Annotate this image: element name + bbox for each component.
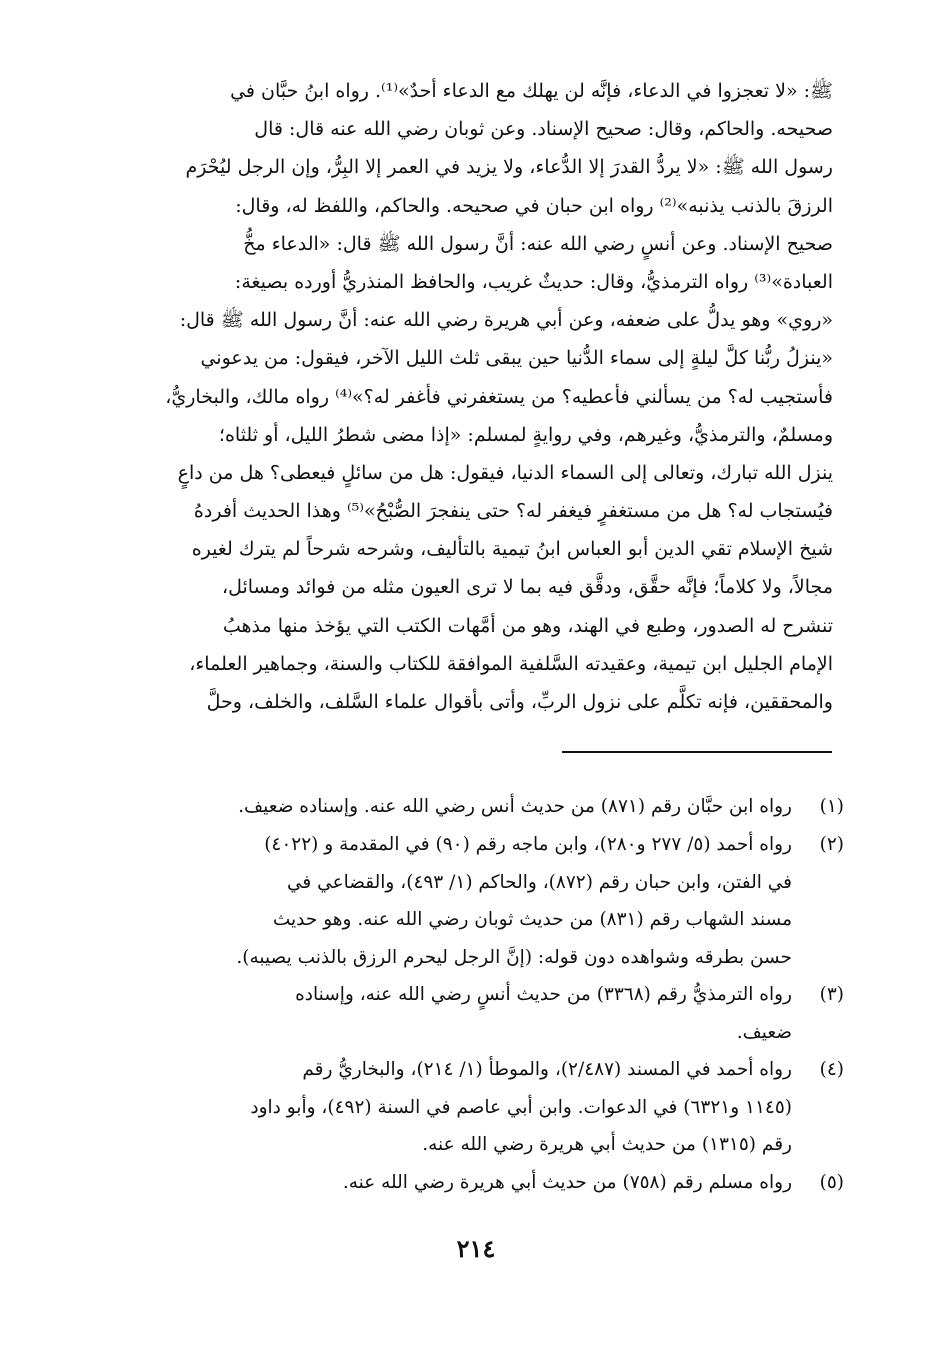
footnote-text <box>128 788 792 826</box>
text-line: «ينزلُ ربُّنا كلَّ ليلةٍ إلى سماء الدُّنيا حين يبقى ثلث الليل الآخر، فيقول: من يدعوني <box>200 347 833 370</box>
footnote-text <box>128 976 792 1051</box>
footnotes <box>128 788 844 1202</box>
footnote-line: ضعيف. <box>736 1021 792 1043</box>
text-line: الإمام الجليل ابن تيمية، وعقيدته السَّلفية الموافقة للكتاب والسنة، وجماهير العلماء، <box>189 652 833 675</box>
text-line: ينزل الله تبارك، وتعالى إلى السماء الدنيا، فيقول: هل من سائلٍ فيعطى؟ هل من داعٍ <box>177 461 833 484</box>
footnote-line: رواه مسلم رقم (٧٥٨) من حديث أبي هريرة رضي الله عنه. <box>342 1171 792 1193</box>
main-text <box>145 72 833 721</box>
footnote-text <box>128 1051 792 1164</box>
text-line: ﷺ: «لا تعجزوا في الدعاء، فإنَّه لن يهلك مع الدعاء أحدٌ»⁽¹⁾. رواه ابنُ حبَّان في <box>230 80 833 102</box>
text-line: صحيح الإسناد. وعن أنسٍ رضي الله عنه: أنَّ رسول الله ﷺ قال: «الدعاء مخُّ <box>243 232 833 255</box>
text-line: فأستجيب له؟ من يسألني فأعطيه؟ من يستغفرني فأغفر له؟»⁽⁴⁾ رواه مالك، والبخاريُّ، <box>165 385 833 408</box>
text-line: رسول الله ﷺ: «لا يردُّ القدرَ إلا الدُّعاء، ولا يزيد في العمر إلا البِرُّ، وإن الرجل ليُحْرَم <box>185 156 833 179</box>
footnote-line: رواه الترمذيُّ رقم (٣٣٦٨) من حديث أنسٍ رضي الله عنه، وإسناده <box>295 984 792 1005</box>
text-line: العبادة»⁽³⁾ رواه الترمذيُّ، وقال: حديثٌ غريب، والحافظ المنذريُّ أورده بصيغة: <box>234 270 833 293</box>
footnote-number: (٥) <box>819 1171 844 1193</box>
text-line: فيُستجاب له؟ هل من مستغفرٍ فيغفر له؟ حتى ينفجرَ الصُّبْحُ»⁽⁵⁾ وهذا الحديث أفردهُ <box>193 500 833 523</box>
footnote-line: رواه أحمد في المسند (٢/٤٨٧)، والموطأ (١/ ٢١٤)، والبخاريُّ رقم <box>302 1059 792 1080</box>
text-line: ومسلمٌ، والترمذيُّ، وغيرهم، وفي روايةٍ لمسلم: «إذا مضى شطرُ الليل، أو ثلثاه؛ <box>218 423 833 446</box>
text-line: صحيحه. والحاكم، وقال: صحيح الإسناد. وعن ثوبان رضي الله عنه قال: قال <box>254 118 833 141</box>
text-line: «روي» وهو يدلُّ على ضعفه، وعن أبي هريرة رضي الله عنه: أنَّ رسول الله ﷺ قال: <box>179 309 833 332</box>
footnote-line: حسن بطرقه وشواهده دون قوله: (إنَّ الرجل ليحرم الرزق بالذنب يصيبه). <box>236 946 792 968</box>
footnote-number: (١) <box>819 796 844 817</box>
footnote-1 <box>128 788 844 826</box>
footnote-4 <box>128 1051 844 1164</box>
footnote-line: في الفتن، وابن حبان رقم (٨٧٢)، والحاكم (١/ ٤٩٣)، والقضاعي في <box>287 871 792 893</box>
text-line: والمحققين، فإنه تكلَّم على نزول الربِّ، وأتى بأقوال علماء السَّلف، والخلف، وحلَّ <box>206 691 833 713</box>
text-line: تنشرح له الصدور، وطبع في الهند، وهو من أمَّهات الكتب التي يؤخذ منها مذهبُ <box>222 614 833 637</box>
footnote-text <box>128 1164 792 1202</box>
footnote-line: رقم (١٣١٥) من حديث أبي هريرة رضي الله عنه. <box>422 1134 792 1155</box>
footnote-number: (٤) <box>819 1059 844 1080</box>
text-line: مجالاً، ولا كلاماً؛ فإنَّه حقَّق، ودقَّق فيه بما لا ترى العيون مثله من فوائد ومسائل، <box>221 576 833 599</box>
text-line: الرزقَ بالذنب يذنبه»⁽²⁾ رواه ابن حبان في صحيحه. والحاكم، واللفظ له، وقال: <box>235 194 833 217</box>
footnote-line: مسند الشهاب رقم (٨٣١) من حديث ثوبان رضي الله عنه. وهو حديث <box>272 909 792 930</box>
footnote-separator <box>562 751 832 753</box>
footnote-3 <box>128 976 844 1051</box>
footnote-number: (٢) <box>819 834 844 855</box>
footnote-line: رواه أحمد (٥/ ٢٧٧ و٢٨٠)، وابن ماجه رقم (٩٠) في المقدمة و (٤٠٢٢) <box>264 834 792 855</box>
footnote-2 <box>128 826 844 976</box>
footnote-5 <box>128 1164 844 1202</box>
page-number: ٢١٤ <box>456 1234 496 1263</box>
footnote-line: (١١٤٥ و٦٣٢١) في الدعوات. وابن أبي عاصم في السنة (٤٩٢)، وأبو داود <box>250 1096 792 1118</box>
text-line: شيخ الإسلام تقي الدين أبو العباس ابنُ تيمية بالتأليف، وشرحه شرحاً لم يترك لغيره <box>191 538 833 561</box>
footnote-number: (٣) <box>819 984 844 1005</box>
footnote-line: رواه ابن حبَّان رقم (٨٧١) من حديث أنس رضي الله عنه. وإسناده ضعيف. <box>238 796 792 817</box>
footnote-text <box>128 826 792 976</box>
